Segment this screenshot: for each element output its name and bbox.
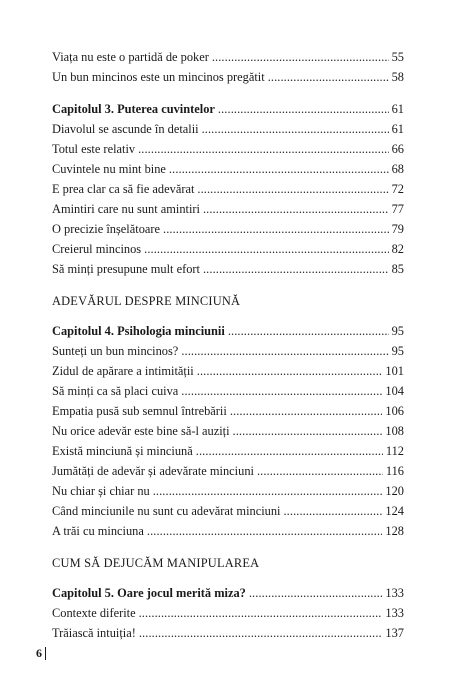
toc-entry-title: Diavolul se ascunde în detalii [52, 122, 199, 136]
toc-entry [52, 361, 404, 381]
toc-entry-page: 95 [391, 344, 404, 358]
toc-entry-page: 120 [385, 484, 404, 498]
toc-entry-title: E prea clar ca să fie adevărat [52, 182, 195, 196]
toc-entry-page: 124 [385, 504, 404, 518]
toc-entry [52, 259, 404, 279]
toc-entry [52, 139, 404, 159]
dot-leader [283, 501, 382, 521]
toc-entry-page: 112 [385, 444, 404, 458]
chapter-title: Capitolul 4. Psihologia minciunii [52, 324, 225, 338]
toc-entry-title: Contexte diferite [52, 606, 136, 620]
toc-entry-page: 128 [385, 524, 404, 538]
toc-entry-page: 72 [391, 182, 404, 196]
toc-entry-title: Amintiri care nu sunt amintiri [52, 202, 200, 216]
dot-leader [181, 341, 388, 361]
dot-leader [212, 47, 389, 67]
dot-leader [218, 99, 389, 119]
toc-entry [52, 219, 404, 239]
toc-entry [52, 119, 404, 139]
dot-leader [257, 461, 383, 481]
toc-entry-page: 77 [391, 202, 404, 216]
toc-entry-title: Cuvintele nu mint bine [52, 162, 166, 176]
toc-entry-page: 116 [385, 464, 404, 478]
toc-chapter-entry [52, 321, 404, 341]
dot-leader [144, 239, 388, 259]
toc-entry-title: Totul este relativ [52, 142, 136, 156]
dot-leader [268, 67, 389, 87]
dot-leader [138, 139, 389, 159]
chapter-page: 61 [391, 102, 404, 116]
toc-entry-page: 66 [391, 142, 404, 156]
toc-entry [52, 179, 404, 199]
dot-leader [230, 401, 383, 421]
toc-entry-page: 106 [385, 404, 404, 418]
dot-leader [153, 481, 383, 501]
toc-entry [52, 521, 404, 541]
chapter-title: Capitolul 3. Puterea cuvintelor [52, 102, 215, 116]
toc-entry [52, 603, 404, 623]
dot-leader [139, 623, 383, 643]
dot-leader [181, 381, 382, 401]
toc-entry [52, 67, 404, 87]
toc-entry-title: Viața nu este o partidă de poker [52, 50, 209, 64]
toc-entry [52, 501, 404, 521]
toc-entry [52, 421, 404, 441]
chapter-page: 95 [391, 324, 404, 338]
toc-entry [52, 239, 404, 259]
toc-entry-title: Să minți presupune mult efort [52, 262, 200, 276]
toc-chapter-entry [52, 99, 404, 119]
toc-entry [52, 481, 404, 501]
toc-entry-page: 58 [391, 70, 404, 84]
section-heading: CUM SĂ DEJUCĂM MANIPULAREA [52, 556, 260, 570]
toc-entry [52, 341, 404, 361]
toc-entry-title: Când minciunile nu sunt cu adevărat minciuni [52, 504, 281, 518]
toc-entry-page: 82 [391, 242, 404, 256]
toc-entry-page: 55 [391, 50, 404, 64]
dot-leader [233, 421, 383, 441]
dot-leader [139, 603, 383, 623]
dot-leader [169, 159, 389, 179]
toc-entry-title: Există minciună și minciună [52, 444, 193, 458]
chapter-title: Capitolul 5. Oare jocul merită miza? [52, 586, 246, 600]
toc-entry-title: Să minți ca să placi cuiva [52, 384, 179, 398]
toc-entry-page: 68 [391, 162, 404, 176]
page-number-footer [36, 645, 46, 661]
dot-leader [249, 583, 383, 603]
dot-leader [197, 179, 388, 199]
toc-entry-title: Nu chiar și chiar nu [52, 484, 150, 498]
toc-entry-page: 104 [385, 384, 404, 398]
toc-entry-title: Sunteți un bun mincinos? [52, 344, 179, 358]
toc-entry-page: 133 [385, 606, 404, 620]
dot-leader [228, 321, 389, 341]
toc-entry-page: 137 [385, 626, 404, 640]
toc-entry-title: Trăiască intuiția! [52, 626, 136, 640]
toc-entry-page: 79 [391, 222, 404, 236]
page-number-divider [45, 647, 46, 660]
toc-entry-title: Zidul de apărare a intimității [52, 364, 194, 378]
toc-entry-title: O precizie înșelătoare [52, 222, 161, 236]
toc-entry-title: Nu orice adevăr este bine să-l auziți [52, 424, 230, 438]
toc-entry [52, 199, 404, 219]
toc-entry-page: 108 [385, 424, 404, 438]
dot-leader [147, 521, 383, 541]
dot-leader [163, 219, 389, 239]
dot-leader [202, 119, 389, 139]
toc-entry-title: Un bun mincinos este un mincinos pregătit [52, 70, 265, 84]
toc-entry-title: Empatia pusă sub semnul întrebării [52, 404, 227, 418]
toc-entry [52, 401, 404, 421]
page-number: 6 [36, 646, 42, 660]
dot-leader [203, 199, 389, 219]
dot-leader [203, 259, 389, 279]
dot-leader [197, 361, 383, 381]
toc-entry [52, 47, 404, 67]
toc-entry [52, 441, 404, 461]
toc-entry [52, 623, 404, 643]
toc-entry-page: 85 [391, 262, 404, 276]
toc-entry-page: 101 [385, 364, 404, 378]
toc-entry-page: 61 [391, 122, 404, 136]
toc-entry [52, 159, 404, 179]
toc-entry-title: A trăi cu minciuna [52, 524, 144, 538]
chapter-page: 133 [385, 586, 404, 600]
toc-entry [52, 381, 404, 401]
toc-entry-title: Jumătăți de adevăr și adevărate minciuni [52, 464, 254, 478]
dot-leader [196, 441, 383, 461]
toc-entry-title: Creierul mincinos [52, 242, 142, 256]
toc-chapter-entry [52, 583, 404, 603]
section-heading: ADEVĂRUL DESPRE MINCIUNĂ [52, 294, 241, 308]
toc-entry [52, 461, 404, 481]
